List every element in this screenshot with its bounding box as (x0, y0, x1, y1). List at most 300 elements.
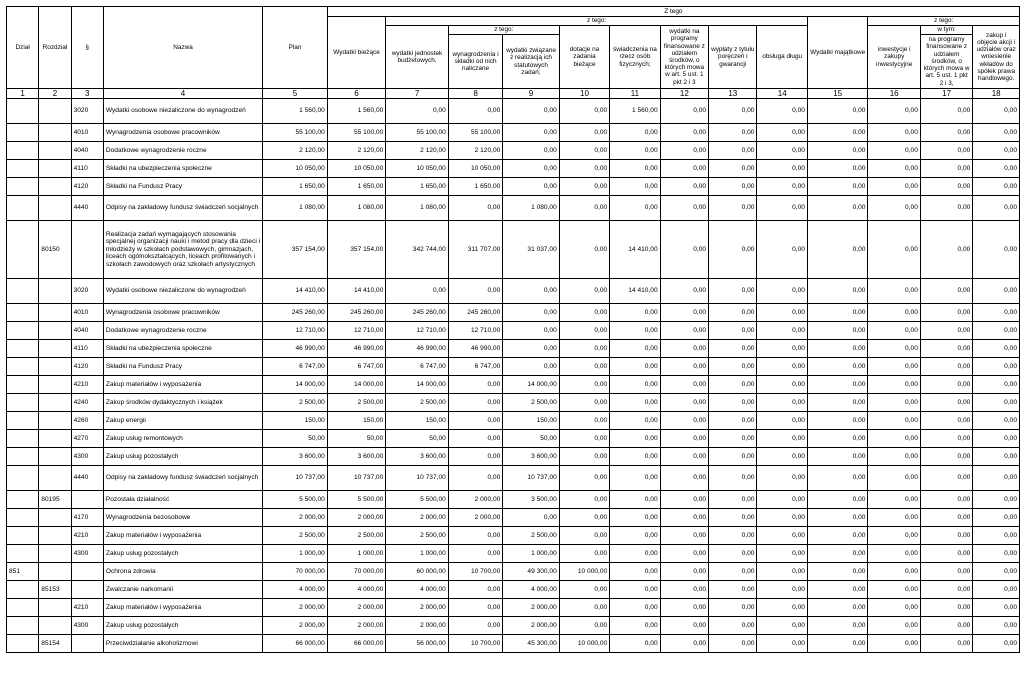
cell-col-13: 0,00 (709, 178, 757, 196)
cell-col-17: 0,00 (920, 617, 972, 635)
cell-col-11: 0,00 (610, 617, 660, 635)
cell-col-17: 0,00 (920, 124, 972, 142)
cell-paragraf: 4010 (71, 304, 103, 322)
cell-dzial (7, 304, 39, 322)
cell-col-9: 2 000,00 (503, 617, 559, 635)
cell-col-9: 3 600,00 (503, 448, 559, 466)
cell-dzial (7, 545, 39, 563)
cell-dzial (7, 142, 39, 160)
cell-col-8: 2 120,00 (448, 142, 502, 160)
cell-col-12: 0,00 (660, 178, 708, 196)
cell-plan: 2 000,00 (263, 617, 328, 635)
cell-plan: 12 710,00 (263, 322, 328, 340)
cell-col-8: 46 990,00 (448, 340, 502, 358)
cell-col-16: 0,00 (868, 221, 920, 279)
column-number: 5 (263, 89, 328, 99)
cell-col-7: 2 000,00 (386, 599, 449, 617)
cell-rozdzial: 80195 (39, 491, 71, 509)
cell-plan: 14 000,00 (263, 376, 328, 394)
cell-col-12: 0,00 (660, 599, 708, 617)
table-row (7, 527, 1020, 545)
cell-col-11: 0,00 (610, 196, 660, 221)
cell-paragraf: 4440 (71, 466, 103, 491)
cell-col-7: 56 000,00 (386, 635, 449, 653)
cell-col-12: 0,00 (660, 563, 708, 581)
cell-col-11: 0,00 (610, 322, 660, 340)
cell-col-17: 0,00 (920, 635, 972, 653)
cell-col-14: 0,00 (757, 617, 807, 635)
cell-col-17: 0,00 (920, 394, 972, 412)
column-number-row (7, 89, 1020, 99)
cell-rozdzial: 85154 (39, 635, 71, 653)
cell-rozdzial (39, 527, 71, 545)
cell-col-6: 14 410,00 (327, 279, 386, 304)
cell-rozdzial: 85153 (39, 581, 71, 599)
table-row (7, 509, 1020, 527)
cell-col-6: 5 500,00 (327, 491, 386, 509)
budget-table (6, 6, 1020, 653)
cell-col-7: 342 744,00 (386, 221, 449, 279)
cell-col-12: 0,00 (660, 142, 708, 160)
cell-paragraf: 4120 (71, 358, 103, 376)
table-row (7, 304, 1020, 322)
cell-col-9: 31 037,00 (503, 221, 559, 279)
cell-col-13: 0,00 (709, 142, 757, 160)
cell-col-7: 12 710,00 (386, 322, 449, 340)
cell-col-12: 0,00 (660, 448, 708, 466)
cell-col-9: 0,00 (503, 340, 559, 358)
cell-col-15: 0,00 (807, 430, 868, 448)
cell-col-6: 12 710,00 (327, 322, 386, 340)
cell-col-10: 0,00 (559, 430, 609, 448)
cell-nazwa: Składki na ubezpieczenia społeczne (103, 160, 262, 178)
cell-col-12: 0,00 (660, 617, 708, 635)
cell-col-15: 0,00 (807, 527, 868, 545)
col-header-wydatki-majatkowe: Wydatki majątkowe (807, 17, 868, 89)
cell-col-15: 0,00 (807, 304, 868, 322)
cell-col-6: 55 100,00 (327, 124, 386, 142)
cell-dzial (7, 412, 39, 430)
cell-col-13: 0,00 (709, 491, 757, 509)
column-number: 11 (610, 89, 660, 99)
cell-col-7: 2 000,00 (386, 509, 449, 527)
cell-col-6: 150,00 (327, 412, 386, 430)
cell-col-7: 0,00 (386, 279, 449, 304)
cell-col-9: 0,00 (503, 279, 559, 304)
cell-col-16: 0,00 (868, 376, 920, 394)
cell-col-12: 0,00 (660, 376, 708, 394)
cell-plan: 6 747,00 (263, 358, 328, 376)
cell-col-18: 0,00 (973, 635, 1020, 653)
cell-col-7: 10 050,00 (386, 160, 449, 178)
cell-rozdzial (39, 304, 71, 322)
column-number: 17 (920, 89, 972, 99)
cell-dzial (7, 394, 39, 412)
cell-col-15: 0,00 (807, 491, 868, 509)
cell-col-7: 1 080,00 (386, 196, 449, 221)
cell-col-18: 0,00 (973, 340, 1020, 358)
cell-col-7: 5 500,00 (386, 491, 449, 509)
table-row (7, 412, 1020, 430)
cell-dzial (7, 279, 39, 304)
cell-col-14: 0,00 (757, 430, 807, 448)
cell-nazwa: Odpisy na zakładowy fundusz świadczeń socjalnych (103, 196, 262, 221)
cell-col-6: 4 000,00 (327, 581, 386, 599)
cell-col-15: 0,00 (807, 617, 868, 635)
cell-col-17: 0,00 (920, 466, 972, 491)
cell-col-17: 0,00 (920, 142, 972, 160)
cell-dzial (7, 635, 39, 653)
cell-dzial (7, 617, 39, 635)
cell-paragraf: 3020 (71, 279, 103, 304)
cell-nazwa: Pozostała działalność (103, 491, 262, 509)
cell-col-11: 14 410,00 (610, 221, 660, 279)
cell-col-6: 10 737,00 (327, 466, 386, 491)
cell-col-9: 0,00 (503, 99, 559, 124)
cell-dzial (7, 509, 39, 527)
table-row (7, 322, 1020, 340)
cell-col-18: 0,00 (973, 448, 1020, 466)
cell-col-11: 0,00 (610, 304, 660, 322)
cell-col-17: 0,00 (920, 196, 972, 221)
cell-col-10: 0,00 (559, 124, 609, 142)
cell-col-16: 0,00 (868, 304, 920, 322)
cell-plan: 2 000,00 (263, 509, 328, 527)
column-number: 10 (559, 89, 609, 99)
cell-rozdzial (39, 617, 71, 635)
cell-col-7: 2 000,00 (386, 617, 449, 635)
cell-col-18: 0,00 (973, 581, 1020, 599)
cell-dzial: 851 (7, 563, 39, 581)
cell-col-14: 0,00 (757, 412, 807, 430)
cell-col-6: 50,00 (327, 430, 386, 448)
cell-nazwa: Zakup materiałów i wyposażenia (103, 527, 262, 545)
cell-col-9: 0,00 (503, 358, 559, 376)
cell-col-10: 0,00 (559, 491, 609, 509)
cell-col-6: 6 747,00 (327, 358, 386, 376)
cell-col-16: 0,00 (868, 322, 920, 340)
cell-col-18: 0,00 (973, 509, 1020, 527)
cell-col-14: 0,00 (757, 394, 807, 412)
col-group-biezace-z-tego: z tego: (386, 17, 808, 26)
table-row (7, 581, 1020, 599)
cell-col-15: 0,00 (807, 509, 868, 527)
table-row (7, 545, 1020, 563)
cell-rozdzial (39, 563, 71, 581)
cell-col-15: 0,00 (807, 563, 868, 581)
cell-col-17: 0,00 (920, 376, 972, 394)
cell-paragraf: 4210 (71, 376, 103, 394)
cell-col-15: 0,00 (807, 448, 868, 466)
cell-col-14: 0,00 (757, 340, 807, 358)
cell-paragraf: 4040 (71, 142, 103, 160)
cell-col-6: 66 000,00 (327, 635, 386, 653)
cell-col-17: 0,00 (920, 358, 972, 376)
cell-rozdzial (39, 322, 71, 340)
cell-col-12: 0,00 (660, 322, 708, 340)
cell-col-8: 10 050,00 (448, 160, 502, 178)
cell-paragraf: 4300 (71, 448, 103, 466)
cell-col-7: 2 120,00 (386, 142, 449, 160)
cell-col-16: 0,00 (868, 340, 920, 358)
cell-col-17: 0,00 (920, 221, 972, 279)
column-number: 16 (868, 89, 920, 99)
col-group-z-tego: Z tego (327, 7, 1019, 17)
cell-col-9: 0,00 (503, 160, 559, 178)
cell-rozdzial (39, 545, 71, 563)
cell-plan: 70 000,00 (263, 563, 328, 581)
cell-col-8: 0,00 (448, 430, 502, 448)
cell-col-18: 0,00 (973, 491, 1020, 509)
cell-col-15: 0,00 (807, 376, 868, 394)
cell-nazwa: Zakup materiałów i wyposażenia (103, 599, 262, 617)
cell-col-13: 0,00 (709, 635, 757, 653)
table-row (7, 394, 1020, 412)
cell-col-10: 0,00 (559, 304, 609, 322)
cell-col-16: 0,00 (868, 178, 920, 196)
cell-col-7: 2 500,00 (386, 394, 449, 412)
cell-col-16: 0,00 (868, 527, 920, 545)
cell-col-17: 0,00 (920, 279, 972, 304)
cell-col-7: 0,00 (386, 99, 449, 124)
cell-col-9: 2 500,00 (503, 527, 559, 545)
cell-paragraf: 4270 (71, 430, 103, 448)
table-row (7, 563, 1020, 581)
cell-col-18: 0,00 (973, 545, 1020, 563)
cell-plan: 10 050,00 (263, 160, 328, 178)
cell-col-12: 0,00 (660, 491, 708, 509)
cell-col-10: 10 000,00 (559, 563, 609, 581)
cell-col-13: 0,00 (709, 99, 757, 124)
cell-col-9: 150,00 (503, 412, 559, 430)
cell-col-17: 0,00 (920, 412, 972, 430)
cell-dzial (7, 581, 39, 599)
cell-dzial (7, 322, 39, 340)
cell-col-18: 0,00 (973, 466, 1020, 491)
cell-col-10: 0,00 (559, 99, 609, 124)
cell-col-7: 1 000,00 (386, 545, 449, 563)
cell-col-11: 0,00 (610, 581, 660, 599)
cell-col-7: 50,00 (386, 430, 449, 448)
cell-plan: 66 000,00 (263, 635, 328, 653)
cell-col-8: 245 260,00 (448, 304, 502, 322)
column-number: 15 (807, 89, 868, 99)
cell-dzial (7, 160, 39, 178)
cell-col-13: 0,00 (709, 340, 757, 358)
column-number: 7 (386, 89, 449, 99)
cell-col-11: 0,00 (610, 412, 660, 430)
cell-rozdzial (39, 124, 71, 142)
cell-plan: 2 000,00 (263, 599, 328, 617)
cell-rozdzial: 80150 (39, 221, 71, 279)
cell-col-18: 0,00 (973, 221, 1020, 279)
column-number: 12 (660, 89, 708, 99)
cell-rozdzial (39, 376, 71, 394)
cell-dzial (7, 124, 39, 142)
cell-col-14: 0,00 (757, 99, 807, 124)
cell-col-15: 0,00 (807, 412, 868, 430)
cell-paragraf: 4010 (71, 124, 103, 142)
cell-col-14: 0,00 (757, 545, 807, 563)
cell-col-16: 0,00 (868, 545, 920, 563)
cell-nazwa: Wydatki osobowe niezaliczone do wynagrodzeń (103, 99, 262, 124)
cell-col-8: 0,00 (448, 196, 502, 221)
cell-rozdzial (39, 509, 71, 527)
cell-plan: 10 737,00 (263, 466, 328, 491)
cell-col-10: 0,00 (559, 178, 609, 196)
cell-col-13: 0,00 (709, 394, 757, 412)
cell-plan: 150,00 (263, 412, 328, 430)
cell-plan: 46 990,00 (263, 340, 328, 358)
cell-col-14: 0,00 (757, 527, 807, 545)
cell-col-14: 0,00 (757, 160, 807, 178)
cell-col-15: 0,00 (807, 599, 868, 617)
cell-paragraf: 4120 (71, 178, 103, 196)
cell-dzial (7, 99, 39, 124)
cell-dzial (7, 340, 39, 358)
table-row (7, 466, 1020, 491)
cell-plan: 5 500,00 (263, 491, 328, 509)
cell-col-6: 10 050,00 (327, 160, 386, 178)
table-row (7, 99, 1020, 124)
cell-col-9: 0,00 (503, 304, 559, 322)
cell-col-9: 1 000,00 (503, 545, 559, 563)
column-number: 9 (503, 89, 559, 99)
cell-col-18: 0,00 (973, 196, 1020, 221)
cell-plan: 3 600,00 (263, 448, 328, 466)
col-header-na-programy: na programy finansowane z udziałem środków, o których mowa w art. 5 ust. 1 pkt 2 i 3, (920, 35, 972, 89)
cell-col-18: 0,00 (973, 279, 1020, 304)
col-header-nazwa: Nazwa (103, 7, 262, 89)
cell-nazwa: Zakup usług pozostałych (103, 448, 262, 466)
cell-col-12: 0,00 (660, 160, 708, 178)
cell-rozdzial (39, 599, 71, 617)
cell-col-12: 0,00 (660, 430, 708, 448)
cell-col-15: 0,00 (807, 394, 868, 412)
cell-col-18: 0,00 (973, 394, 1020, 412)
col-header-rozdzial: Rozdział (39, 7, 71, 89)
cell-col-11: 0,00 (610, 491, 660, 509)
cell-col-18: 0,00 (973, 430, 1020, 448)
cell-rozdzial (39, 412, 71, 430)
cell-col-6: 70 000,00 (327, 563, 386, 581)
cell-col-8: 2 000,00 (448, 491, 502, 509)
cell-col-14: 0,00 (757, 178, 807, 196)
cell-col-11: 0,00 (610, 448, 660, 466)
cell-col-6: 1 080,00 (327, 196, 386, 221)
cell-col-12: 0,00 (660, 527, 708, 545)
cell-col-15: 0,00 (807, 358, 868, 376)
cell-col-14: 0,00 (757, 581, 807, 599)
cell-col-16: 0,00 (868, 448, 920, 466)
cell-col-12: 0,00 (660, 635, 708, 653)
cell-col-17: 0,00 (920, 304, 972, 322)
cell-plan: 55 100,00 (263, 124, 328, 142)
cell-col-13: 0,00 (709, 279, 757, 304)
cell-dzial (7, 178, 39, 196)
cell-dzial (7, 376, 39, 394)
cell-rozdzial (39, 142, 71, 160)
cell-col-14: 0,00 (757, 221, 807, 279)
cell-dzial (7, 221, 39, 279)
cell-col-13: 0,00 (709, 430, 757, 448)
cell-col-11: 0,00 (610, 340, 660, 358)
col-header-dotacje: dotacje na zadania bieżące (559, 26, 609, 89)
cell-col-16: 0,00 (868, 279, 920, 304)
cell-rozdzial (39, 99, 71, 124)
col-group-jednostek-z-tego: z tego: (448, 26, 559, 35)
table-body (7, 99, 1020, 653)
table-row (7, 142, 1020, 160)
cell-col-12: 0,00 (660, 581, 708, 599)
cell-col-14: 0,00 (757, 142, 807, 160)
cell-col-13: 0,00 (709, 304, 757, 322)
cell-col-13: 0,00 (709, 466, 757, 491)
cell-rozdzial (39, 466, 71, 491)
column-number: 2 (39, 89, 71, 99)
cell-col-8: 0,00 (448, 545, 502, 563)
col-group-w-tym: w tym: (920, 26, 972, 35)
cell-col-12: 0,00 (660, 221, 708, 279)
cell-col-15: 0,00 (807, 340, 868, 358)
col-header-inwestycje: inwestycje i zakupy inwestycyjne (868, 26, 920, 89)
cell-col-18: 0,00 (973, 304, 1020, 322)
cell-nazwa: Wynagrodzenia osobowe pracowników (103, 124, 262, 142)
cell-dzial (7, 430, 39, 448)
cell-col-9: 0,00 (503, 178, 559, 196)
column-number: 18 (973, 89, 1020, 99)
cell-col-8: 12 710,00 (448, 322, 502, 340)
cell-col-18: 0,00 (973, 599, 1020, 617)
cell-col-14: 0,00 (757, 376, 807, 394)
cell-col-17: 0,00 (920, 545, 972, 563)
cell-col-9: 0,00 (503, 142, 559, 160)
cell-col-9: 2 500,00 (503, 394, 559, 412)
cell-col-11: 14 410,00 (610, 279, 660, 304)
cell-col-6: 14 000,00 (327, 376, 386, 394)
cell-paragraf: 4040 (71, 322, 103, 340)
cell-col-13: 0,00 (709, 376, 757, 394)
cell-nazwa: Realizacja zadań wymagających stosowania specjalnej organizacji nauki i metod pracy dla dzieci i młodzieży w szkołach podstawowych, gimnazjach, liceach ogólnokształcących, liceach profilowanych i szkołach zawodowych oraz szkołach artystycznych (103, 221, 262, 279)
cell-col-10: 0,00 (559, 581, 609, 599)
cell-col-18: 0,00 (973, 124, 1020, 142)
cell-col-8: 0,00 (448, 448, 502, 466)
cell-col-7: 4 000,00 (386, 581, 449, 599)
cell-col-17: 0,00 (920, 527, 972, 545)
cell-col-12: 0,00 (660, 466, 708, 491)
cell-col-14: 0,00 (757, 279, 807, 304)
cell-col-14: 0,00 (757, 509, 807, 527)
cell-col-7: 150,00 (386, 412, 449, 430)
cell-col-17: 0,00 (920, 160, 972, 178)
cell-col-10: 0,00 (559, 617, 609, 635)
cell-col-16: 0,00 (868, 358, 920, 376)
cell-col-6: 2 500,00 (327, 527, 386, 545)
cell-col-10: 0,00 (559, 527, 609, 545)
cell-paragraf: 4170 (71, 509, 103, 527)
cell-col-13: 0,00 (709, 581, 757, 599)
cell-col-7: 2 500,00 (386, 527, 449, 545)
cell-col-9: 10 737,00 (503, 466, 559, 491)
cell-col-6: 1 560,00 (327, 99, 386, 124)
cell-col-17: 0,00 (920, 509, 972, 527)
cell-col-8: 0,00 (448, 394, 502, 412)
cell-col-16: 0,00 (868, 581, 920, 599)
cell-col-10: 0,00 (559, 322, 609, 340)
cell-dzial (7, 466, 39, 491)
cell-col-8: 0,00 (448, 279, 502, 304)
cell-nazwa: Odpisy na zakładowy fundusz świadczeń socjalnych (103, 466, 262, 491)
